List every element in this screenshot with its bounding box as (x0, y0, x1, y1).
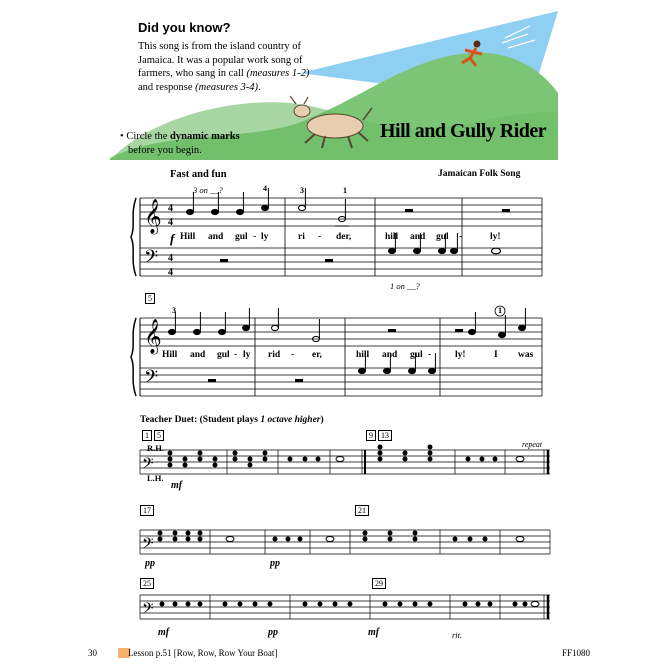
lyric: I (494, 350, 498, 360)
notes-m5 (169, 308, 250, 335)
page-number: 30 (88, 648, 97, 658)
duet-staff-3 (140, 595, 550, 619)
whole-note (492, 248, 501, 254)
bullet-icon: • (120, 131, 124, 142)
lesson-reference[interactable]: Lesson p.51 [Row, Row, Row Your Boat] (128, 648, 278, 658)
teacher-duet-score (130, 425, 555, 645)
brace (131, 198, 136, 276)
measure-number: 9 (366, 430, 376, 441)
bass-clef-icon: 𝄢 (142, 455, 154, 476)
position-label: 3 on __? (193, 185, 223, 195)
dynamic-mark: pp (145, 558, 155, 569)
time-sig-bottom: 4 (168, 217, 173, 228)
duet-notes-3 (160, 602, 528, 607)
lyric: ri (298, 232, 305, 242)
notes-m8 (469, 308, 526, 338)
lyric: hill (356, 350, 370, 360)
treble-clef-icon: 𝄞 (144, 319, 162, 354)
finger-number: 3 (300, 186, 304, 195)
lyric: gul (410, 350, 423, 360)
song-title: Hill and Gully Rider (380, 120, 547, 142)
bass-clef-icon: 𝄢 (144, 367, 159, 392)
did-you-know-line: farmers, who sang in call (measures 1-2) (138, 68, 310, 79)
lyric: was (518, 350, 534, 360)
measure-number: 29 (372, 578, 386, 589)
right-hand-label: R.H. (147, 443, 164, 453)
lyric: ly! (455, 350, 466, 360)
measure-number: 25 (140, 578, 154, 589)
lyric: - (291, 350, 295, 360)
bass-clef-icon: 𝄢 (144, 247, 159, 272)
circled-finger-number: 1 (498, 306, 502, 315)
catalog-number: FF1080 (562, 648, 591, 658)
lyric: ly (261, 232, 269, 242)
finger-number: 3 (172, 306, 176, 315)
lyric: er, (312, 350, 322, 360)
lyric: gul (436, 232, 449, 242)
brace (131, 318, 136, 396)
lyric: - (428, 350, 432, 360)
measure-number: 5 (154, 430, 164, 441)
time-sig-top: 4 (168, 203, 173, 214)
finger-number: 1 (343, 186, 347, 195)
did-you-know-line: and response (measures 3-4). (138, 81, 261, 93)
repeat-marking: repeat (522, 440, 543, 449)
teacher-duet-label: Teacher Duet: (Student plays 1 octave higher) (140, 415, 324, 425)
treble-clef-icon: 𝄞 (144, 199, 162, 234)
music-system-1 (130, 180, 550, 280)
dynamic-mark: pp (270, 558, 280, 569)
did-you-know-line: Jamaica. It was a popular work song of (138, 54, 303, 66)
composer-credit: Jamaican Folk Song (438, 169, 521, 179)
time-sig-bottom: 4 (168, 267, 173, 278)
lyric: and (410, 232, 426, 242)
whole-rest (220, 259, 228, 262)
did-you-know-line: This song is from the island country of (138, 41, 302, 52)
measure-number: 1 (142, 430, 152, 441)
dynamic-mark: f (170, 231, 175, 246)
lyric: - (318, 232, 322, 242)
instruction: • Circle the dynamic marks before you begin. (120, 131, 240, 156)
bass-clef-icon: 𝄢 (142, 600, 154, 621)
finger-number: 4 (263, 184, 267, 193)
bass-clef-icon: 𝄢 (142, 535, 154, 556)
whole-rest (405, 209, 413, 212)
lyric: gul (235, 232, 248, 242)
dynamic-mark: mf (158, 627, 170, 638)
measure-number: 5 (145, 293, 155, 304)
measure-number: 21 (355, 505, 369, 516)
lyric: der, (336, 232, 352, 242)
lyric: and (382, 350, 398, 360)
lyric: rid (268, 350, 281, 360)
left-hand-label: L.H. (147, 473, 164, 483)
notes-m2 (299, 188, 350, 226)
did-you-know-body (138, 40, 313, 94)
measure-number: 17 (140, 505, 154, 516)
ritardando-marking: rit. (452, 630, 463, 640)
lyric: gul (217, 350, 230, 360)
whole-rest (502, 209, 510, 212)
lyric: - (234, 350, 238, 360)
lyric: and (190, 350, 206, 360)
dynamic-mark: mf (368, 627, 380, 638)
dynamic-mark: mf (171, 480, 183, 491)
time-sig-top: 4 (168, 253, 173, 264)
did-you-know-title: Did you know? (138, 20, 231, 35)
lyric: - (459, 232, 463, 242)
lyric: ly! (490, 232, 501, 242)
lyric: - (253, 232, 257, 242)
lyric: ly (243, 350, 251, 360)
lyric: Hill (162, 350, 178, 360)
measure-number: 13 (378, 430, 392, 441)
lyric: and (208, 232, 224, 242)
dynamic-mark: pp (268, 627, 278, 638)
position-label: 1 on __? (390, 281, 420, 291)
whole-rest (325, 259, 333, 262)
bass-staff (140, 248, 542, 276)
tempo-marking: Fast and fun (170, 169, 227, 180)
lyric: hill (385, 232, 399, 242)
lyric: Hill (180, 232, 196, 242)
